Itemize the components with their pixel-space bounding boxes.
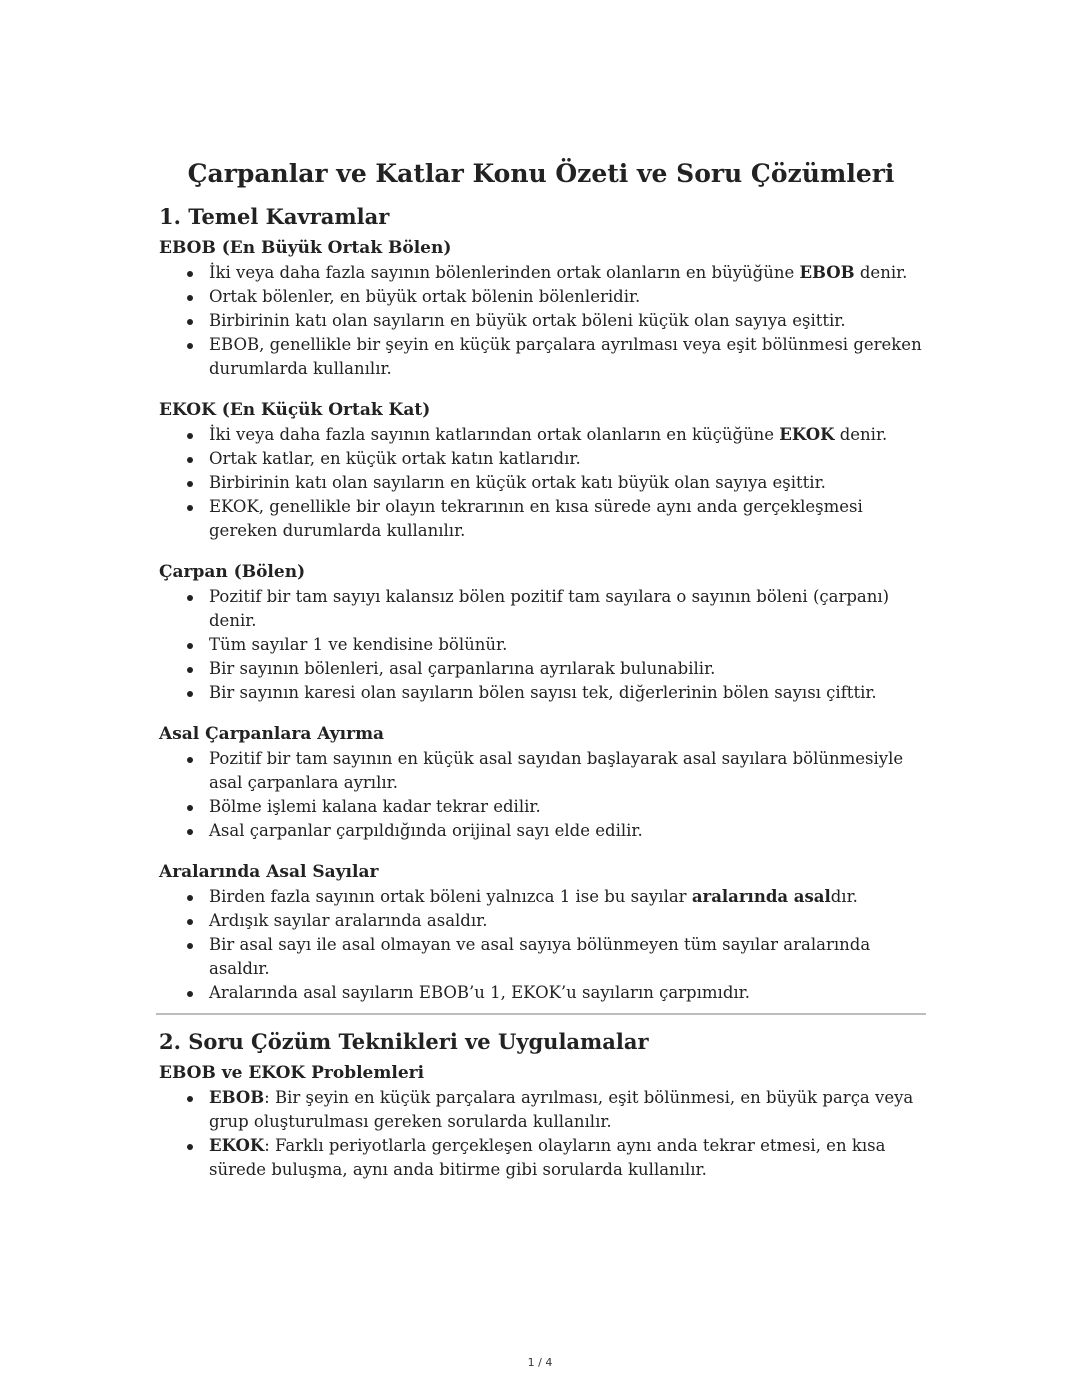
list-item: Bir sayının karesi olan sayıların bölen sayısı tek, diğerlerinin bölen sayısı çifttir. xyxy=(209,681,923,705)
list-item-text: : Bir şeyin en küçük parçalara ayrılması, eşit bölünmesi, en büyük parça veya grup oluşturulması gereken sorularda kullanılır. xyxy=(209,1088,914,1131)
subheading-aralarinda-asal: Aralarında Asal Sayılar xyxy=(159,862,379,882)
problems-list xyxy=(159,1086,923,1182)
section-heading-temel-kavramlar: 1. Temel Kavramlar xyxy=(159,204,390,229)
list-item xyxy=(209,1086,923,1134)
section-divider xyxy=(156,1013,926,1015)
list-item: Ortak katlar, en küçük ortak katın katlarıdır. xyxy=(209,447,923,471)
subheading-ekok: EKOK (En Küçük Ortak Kat) xyxy=(159,400,431,420)
list-item-text: Birden fazla sayının ortak böleni yalnızca 1 ise bu sayılar xyxy=(209,887,692,906)
list-item: Birbirinin katı olan sayıların en büyük ortak böleni küçük olan sayıya eşittir. xyxy=(209,309,923,333)
list-item: Ardışık sayılar aralarında asaldır. xyxy=(209,909,923,933)
subheading-ebob-ekok-problemleri: EBOB ve EKOK Problemleri xyxy=(159,1063,425,1083)
list-item: EKOK, genellikle bir olayın tekrarının en kısa sürede aynı anda gerçekleşmesi gereken durumlarda kullanılır. xyxy=(209,495,923,543)
carpan-list xyxy=(159,585,923,705)
bold-term-ekok: EKOK xyxy=(209,1136,265,1155)
list-item: Pozitif bir tam sayıyı kalansız bölen pozitif tam sayılara o sayının böleni (çarpanı) denir. xyxy=(209,585,923,633)
aralarinda-asal-list xyxy=(159,885,923,1005)
bold-term-aralarinda-asal: aralarında asal xyxy=(691,887,831,906)
subheading-ebob: EBOB (En Büyük Ortak Bölen) xyxy=(159,238,452,258)
list-item: Bir asal sayı ile asal olmayan ve asal sayıya bölünmeyen tüm sayılar aralarında asaldır. xyxy=(209,933,923,981)
list-item: Tüm sayılar 1 ve kendisine bölünür. xyxy=(209,633,923,657)
list-item-text: İki veya daha fazla sayının katlarından ortak olanların en küçüğüne xyxy=(209,425,780,444)
list-item-text: dır. xyxy=(830,887,858,906)
subheading-carpan: Çarpan (Bölen) xyxy=(159,562,306,582)
page-indicator: 1 / 4 xyxy=(527,1356,553,1369)
list-item: Asal çarpanlar çarpıldığında orijinal sayı elde edilir. xyxy=(209,819,923,843)
list-item: Aralarında asal sayıların EBOB’u 1, EKOK’u sayıların çarpımıdır. xyxy=(209,981,923,1005)
document-page xyxy=(159,156,923,1198)
list-item xyxy=(209,1134,923,1182)
page-title: Çarpanlar ve Katlar Konu Özeti ve Soru Çözümleri xyxy=(187,159,895,188)
bold-term-ebob: EBOB xyxy=(209,1088,265,1107)
list-item: EBOB, genellikle bir şeyin en küçük parçalara ayrılması veya eşit bölünmesi gereken durumlarda kullanılır. xyxy=(209,333,923,381)
ekok-list xyxy=(159,423,923,543)
bold-term-ekok: EKOK xyxy=(779,425,835,444)
subheading-asal-carpanlara-ayirma: Asal Çarpanlara Ayırma xyxy=(159,724,385,744)
asal-carpan-list xyxy=(159,747,923,843)
list-item-text: denir. xyxy=(834,425,888,444)
list-item-text: denir. xyxy=(854,263,908,282)
ebob-list xyxy=(159,261,923,381)
list-item xyxy=(209,261,923,285)
section-heading-soru-cozum: 2. Soru Çözüm Teknikleri ve Uygulamalar xyxy=(159,1029,649,1054)
bold-term-ebob: EBOB xyxy=(799,263,855,282)
list-item-text: İki veya daha fazla sayının bölenlerinden ortak olanların en büyüğüne xyxy=(209,263,800,282)
list-item: Ortak bölenler, en büyük ortak bölenin bölenleridir. xyxy=(209,285,923,309)
list-item: Pozitif bir tam sayının en küçük asal sayıdan başlayarak asal sayılara bölünmesiyle asal çarpanlara ayrılır. xyxy=(209,747,923,795)
list-item: Bir sayının bölenleri, asal çarpanlarına ayrılarak bulunabilir. xyxy=(209,657,923,681)
list-item: Birbirinin katı olan sayıların en küçük ortak katı büyük olan sayıya eşittir. xyxy=(209,471,923,495)
list-item-text: : Farklı periyotlarla gerçekleşen olayların aynı anda tekrar etmesi, en kısa sürede buluşma, aynı anda bitirme gibi sorularda kullanılır. xyxy=(209,1136,886,1179)
list-item xyxy=(209,423,923,447)
list-item: Bölme işlemi kalana kadar tekrar edilir. xyxy=(209,795,923,819)
list-item xyxy=(209,885,923,909)
